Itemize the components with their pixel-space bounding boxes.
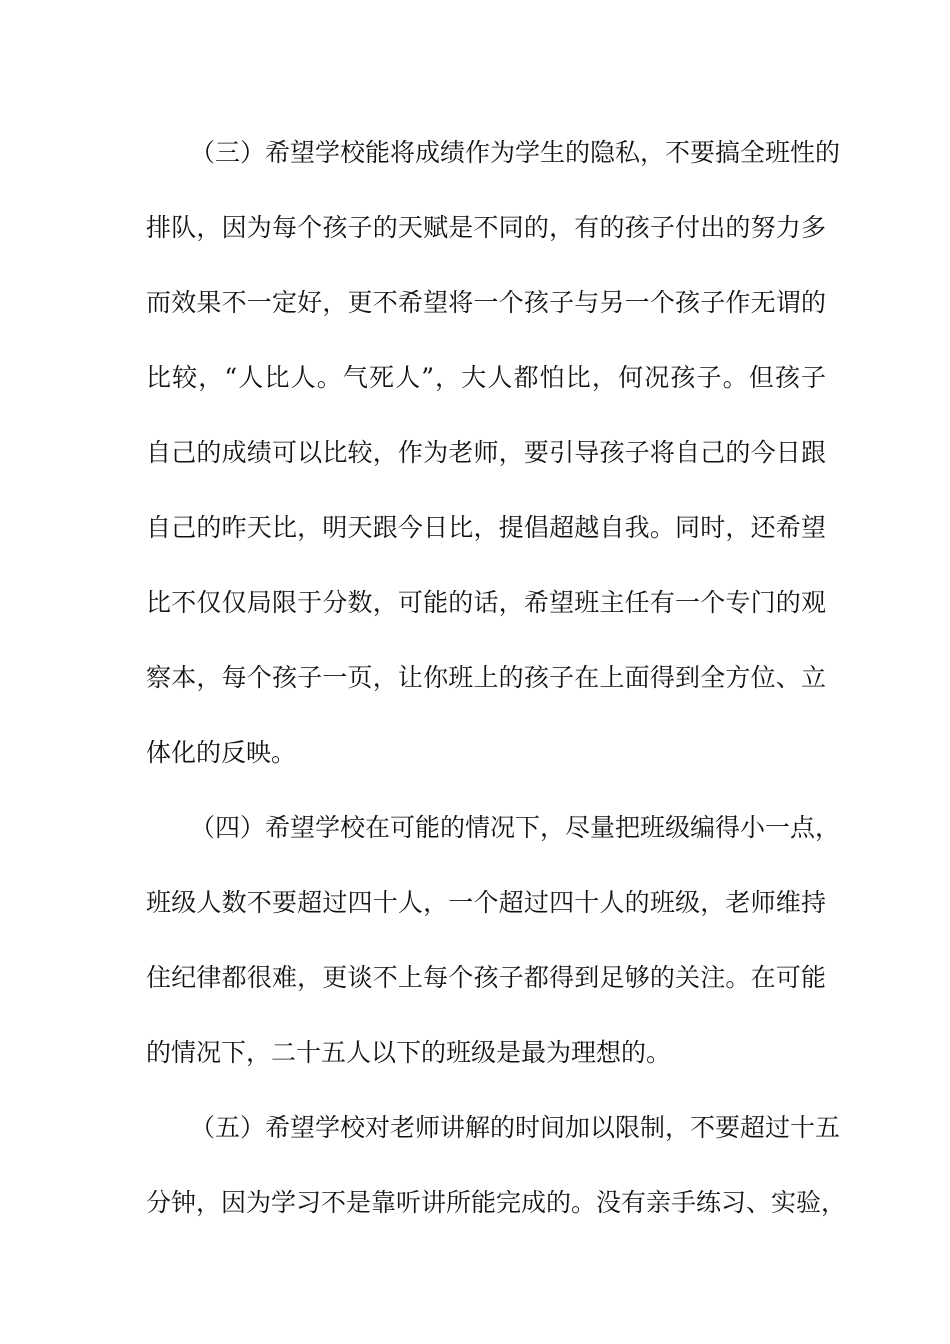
text-line: 排队，因为每个孩子的天赋是不同的，有的孩子付出的努力多: [146, 213, 826, 242]
text-line: （三）希望学校能将成绩作为学生的隐私，不要搞全班性的: [190, 138, 841, 167]
paragraph-5: [146, 1103, 847, 1253]
paragraph-4: [146, 803, 841, 1103]
paragraph-3: [146, 128, 841, 803]
text-line: 比较，“人比人。气死人”，大人都怕比，何况孩子。但孩子: [146, 363, 826, 392]
text-line: 比不仅仅局限于分数，可能的话，希望班主任有一个专门的观: [146, 588, 826, 617]
text-line: 体化的反映。: [146, 738, 297, 767]
text-line: 的情况下，二十五人以下的班级是最为理想的。: [146, 1038, 672, 1067]
text-line: 班级人数不要超过四十人，一个超过四十人的班级，老师维持: [146, 888, 826, 917]
text-line: 自己的成绩可以比较，作为老师，要引导孩子将自己的今日跟: [146, 438, 826, 467]
text-line: （五）希望学校对老师讲解的时间加以限制，不要超过十五: [190, 1113, 841, 1142]
text-line: 察本，每个孩子一页，让你班上的孩子在上面得到全方位、立: [146, 663, 826, 692]
text-line: （四）希望学校在可能的情况下，尽量把班级编得小一点，: [190, 813, 841, 842]
text-line: 住纪律都很难，更谈不上每个孩子都得到足够的关注。在可能: [146, 963, 826, 992]
text-line: 而效果不一定好，更不希望将一个孩子与另一个孩子作无谓的: [146, 288, 826, 317]
text-line: 分钟，因为学习不是靠听讲所能完成的。没有亲手练习、实验，: [146, 1188, 847, 1217]
body-text: [146, 128, 847, 1253]
text-line: 自己的昨天比，明天跟今日比，提倡超越自我。同时，还希望: [146, 513, 826, 542]
